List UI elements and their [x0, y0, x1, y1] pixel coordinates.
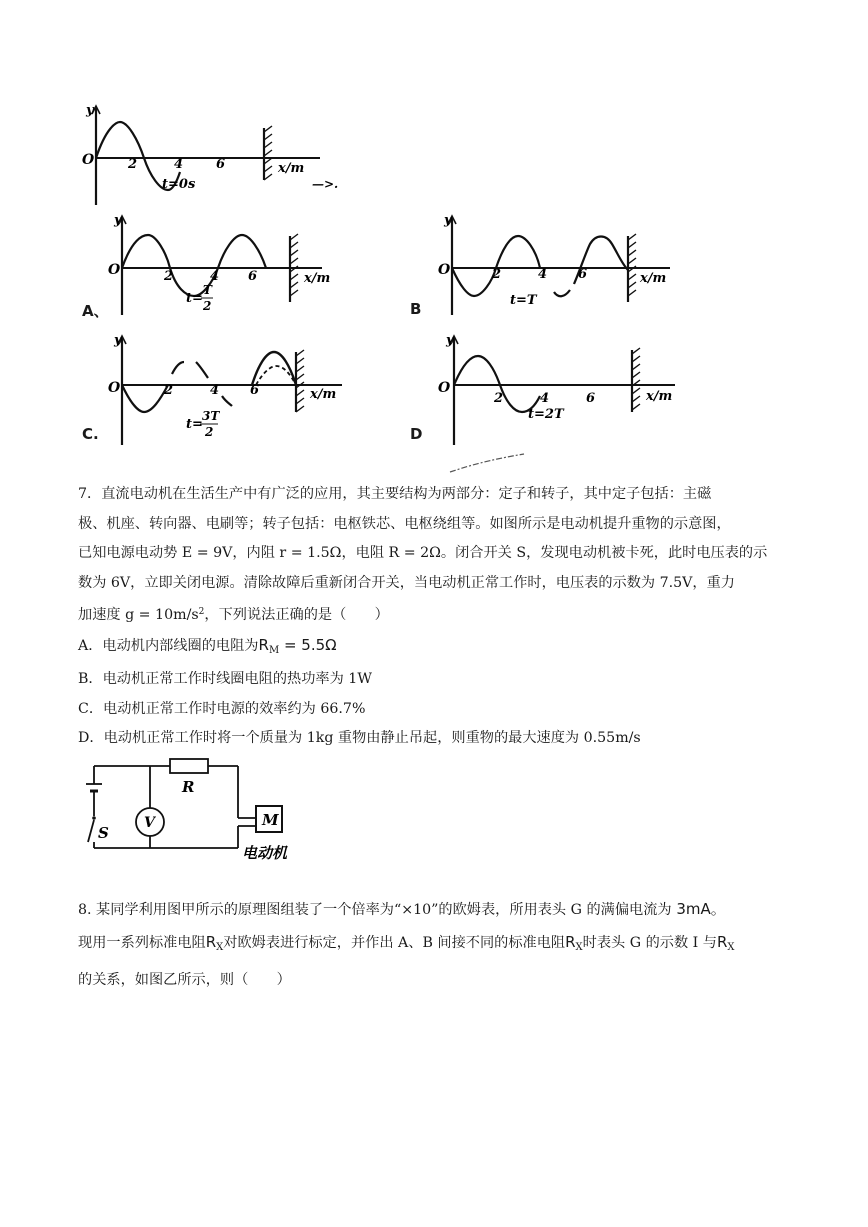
time-label: t=0s [162, 177, 196, 192]
tick-label: 4 [540, 391, 550, 406]
tick-label: 2 [492, 267, 502, 282]
time-label: t=2T [528, 407, 564, 422]
time-prefix: t= [186, 417, 203, 432]
y-axis-label: y [446, 333, 454, 348]
switch-label: S [98, 824, 109, 842]
motor-caption: 电动机 [242, 844, 288, 862]
time-numerator: 3T [202, 409, 220, 423]
tick-label: 6 [216, 157, 226, 172]
question-7 [78, 480, 798, 754]
q8-line-2: 现用一系列标准电阻$R_X$对欧姆表进行标定，并作出 A、B 间接不同的标准电阻$R_X$时表头 G 的示数 I 与$R_X$ [78, 933, 735, 953]
y-axis-label: y [114, 333, 122, 348]
tick-label: 6 [586, 391, 596, 406]
tick-label: 2 [128, 157, 138, 172]
origin-label: O [438, 262, 451, 278]
tick-label: 2 [164, 383, 174, 398]
q7-stem-line-last: 加速度 $g = 10m/s^2$，下列说法正确的是（ ） [78, 607, 389, 623]
q8-line-1: 8. 某同学利用图甲所示的原理图组装了一个倍率为“×10”的欧姆表，所用表头 G 的满偏电流为 3mA。 [78, 900, 726, 918]
wave-figure-original [80, 100, 340, 210]
motor-label: M [262, 811, 279, 829]
time-numerator: T [203, 283, 212, 297]
x-axis-label: x/m [646, 389, 673, 404]
tick-label: 6 [248, 269, 258, 284]
y-axis-label: y [86, 103, 94, 118]
q8-line-3: 的关系，如图乙所示，则（ ） [78, 972, 291, 988]
time-label: t=T [510, 293, 537, 308]
q7-stem-line: 已知电源电动势 E = 9V，内阻 r = 1.5Ω，电阻 R = 2Ω。闭合开关 S，发现电动机被卡死，此时电压表的示 [78, 545, 768, 561]
q7-stem-line: 极、机座、转向器、电刷等；转子包括：电枢铁芯、电枢绕组等。如图所示是电动机提升重物的示意图， [78, 515, 731, 532]
tick-label: 2 [164, 269, 174, 284]
q7-stem-line: 数为 6V，立即关闭电源。清除故障后重新闭合开关，当电动机正常工作时，电压表的示数为 7.5V，重力 [78, 574, 735, 591]
x-axis-label: x/m [310, 387, 337, 402]
resistor-label: R [182, 778, 195, 796]
wave-figure-a [108, 210, 342, 320]
y-axis-label: y [114, 213, 122, 228]
voltmeter-label: V [144, 815, 155, 831]
wave-figure-b [440, 210, 680, 320]
x-axis-label: x/m [278, 161, 305, 176]
circuit-diagram [78, 756, 308, 866]
y-axis-label: y [444, 213, 452, 228]
origin-label: O [438, 380, 451, 396]
origin-label: O [108, 262, 121, 278]
origin-label: O [108, 380, 121, 396]
q7-option-b: B．电动机正常工作时线圈电阻的热功率为 1W [78, 671, 372, 687]
q7-option-a: A．电动机内部线圈的电阻为$R_M = 5.5\Omega$ [78, 635, 337, 656]
q7-stem-line: 7．直流电动机在生活生产中有广泛的应用，其主要结构为两部分：定子和转子，其中定子包括：主磁 [78, 486, 712, 502]
tick-label: 4 [210, 269, 220, 284]
tick-label: 4 [538, 267, 548, 282]
tick-label: 6 [578, 267, 588, 282]
option-d-label: D [410, 425, 423, 443]
wave-figure-c [108, 330, 352, 450]
wave-figure-d [440, 330, 690, 450]
option-a-label: A、 [82, 302, 109, 320]
time-prefix: t= [186, 291, 203, 306]
time-denominator: 2 [205, 425, 214, 439]
arrow-mark: —>. [312, 177, 339, 191]
x-axis-label: x/m [640, 271, 667, 286]
tick-label: 4 [210, 383, 220, 398]
x-axis-label: x/m [304, 271, 331, 286]
origin-label: O [82, 152, 95, 168]
option-b-label: B [410, 300, 422, 318]
q7-option-c: C．电动机正常工作时电源的效率约为 66.7% [78, 700, 366, 717]
tick-label: 2 [494, 391, 504, 406]
q7-option-d: D．电动机正常工作时将一个质量为 1kg 重物由静止吊起，则重物的最大速度为 0.55m/s [78, 730, 641, 746]
tick-label: 6 [250, 383, 260, 398]
question-8 [78, 893, 798, 996]
time-denominator: 2 [203, 299, 212, 313]
option-c-label: C. [82, 425, 99, 443]
tick-label: 4 [174, 157, 184, 172]
stray-mark [448, 452, 528, 476]
